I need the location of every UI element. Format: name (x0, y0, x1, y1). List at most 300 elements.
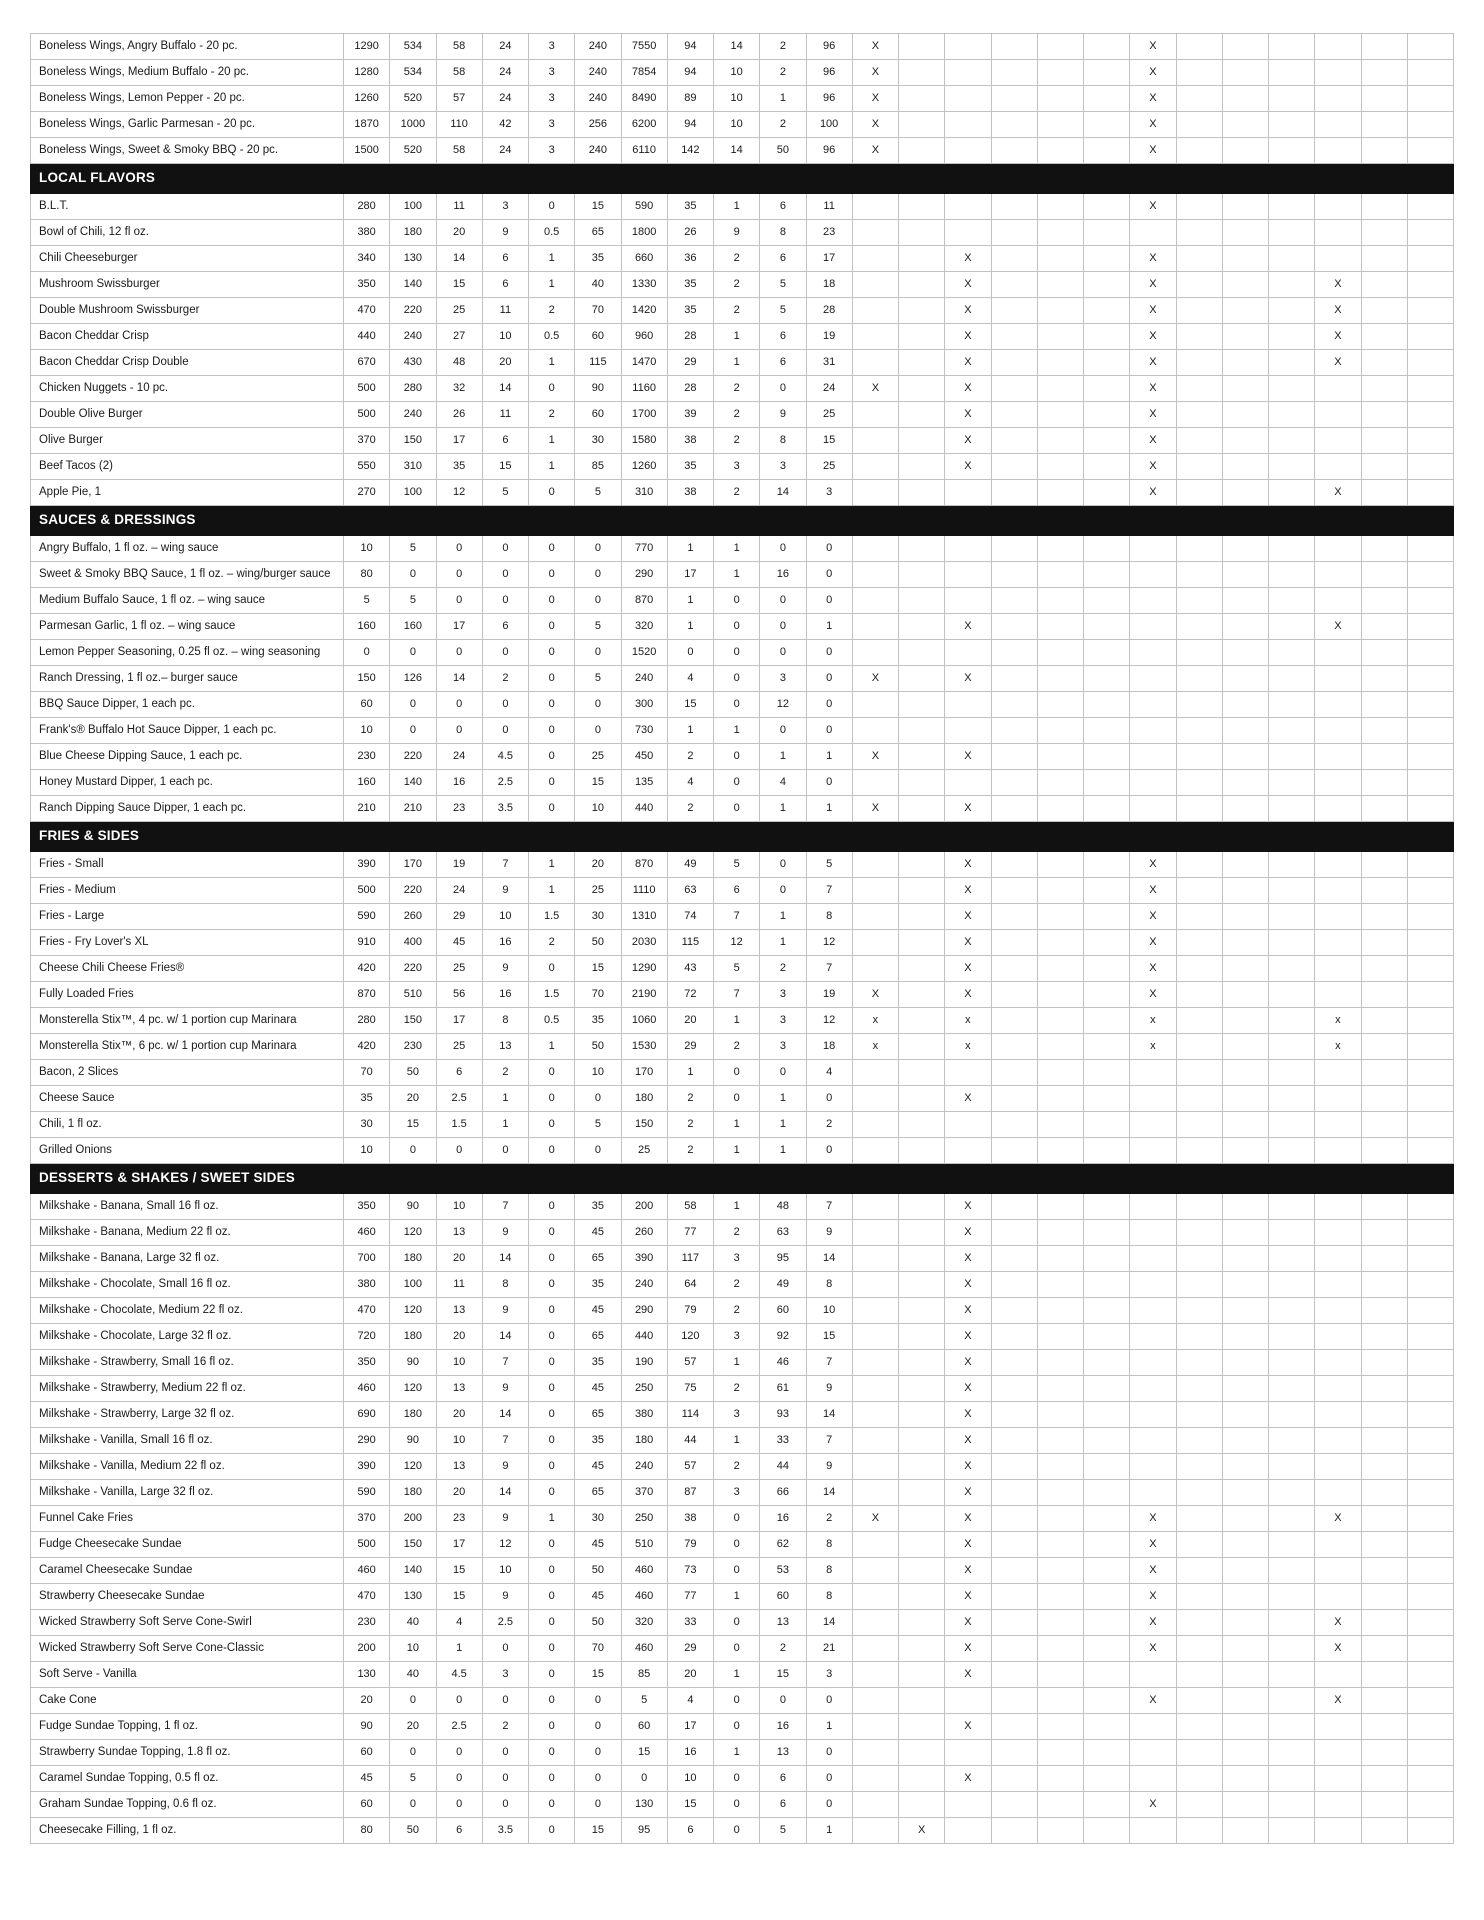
value-cell: 40 (575, 272, 621, 298)
value-cell: 70 (344, 1060, 390, 1086)
value-cell: 65 (575, 1402, 621, 1428)
allergen-mark-cell (945, 480, 991, 506)
table-row (31, 744, 1454, 770)
table-row (31, 1792, 1454, 1818)
value-cell: 1 (529, 852, 575, 878)
item-name-cell: Cake Cone (31, 1688, 344, 1714)
value-cell: 430 (390, 350, 436, 376)
allergen-mark-cell (1084, 402, 1130, 428)
allergen-mark-cell (899, 536, 945, 562)
allergen-mark-cell (1176, 1298, 1222, 1324)
allergen-mark-cell (991, 718, 1037, 744)
value-cell: 6 (760, 194, 806, 220)
allergen-mark-cell: X (945, 1584, 991, 1610)
allergen-mark-cell (1084, 1060, 1130, 1086)
allergen-mark-cell (945, 1792, 991, 1818)
allergen-mark-cell (899, 480, 945, 506)
value-cell: 16 (482, 930, 528, 956)
value-cell: 520 (390, 86, 436, 112)
value-cell: 3 (714, 1402, 760, 1428)
value-cell: 120 (390, 1298, 436, 1324)
allergen-mark-cell (1222, 1688, 1268, 1714)
value-cell: 550 (344, 454, 390, 480)
allergen-mark-cell (1361, 1480, 1407, 1506)
allergen-mark-cell (1269, 718, 1315, 744)
value-cell: 1290 (344, 34, 390, 60)
value-cell: 0 (529, 692, 575, 718)
value-cell: 8 (482, 1008, 528, 1034)
item-name-cell: Milkshake - Chocolate, Small 16 fl oz. (31, 1272, 344, 1298)
value-cell: 6 (760, 246, 806, 272)
value-cell: 1 (529, 246, 575, 272)
allergen-mark-cell (1361, 246, 1407, 272)
value-cell: 94 (667, 112, 713, 138)
value-cell: 500 (344, 376, 390, 402)
allergen-mark-cell (991, 246, 1037, 272)
value-cell: 120 (390, 1376, 436, 1402)
allergen-mark-cell (1315, 930, 1361, 956)
allergen-mark-cell (945, 770, 991, 796)
value-cell: 210 (344, 796, 390, 822)
value-cell: 3 (482, 194, 528, 220)
value-cell: 14 (806, 1402, 852, 1428)
value-cell: 220 (390, 878, 436, 904)
value-cell: 0 (760, 376, 806, 402)
allergen-mark-cell (991, 1112, 1037, 1138)
value-cell: 0 (482, 588, 528, 614)
allergen-mark-cell (1407, 640, 1453, 666)
allergen-mark-cell (1037, 536, 1083, 562)
allergen-mark-cell (1176, 1480, 1222, 1506)
allergen-mark-cell (1361, 692, 1407, 718)
item-name-cell: Double Mushroom Swissburger (31, 298, 344, 324)
value-cell: 0 (529, 1272, 575, 1298)
value-cell: 0 (529, 194, 575, 220)
allergen-mark-cell (1084, 1818, 1130, 1844)
allergen-mark-cell (991, 904, 1037, 930)
allergen-mark-cell (1269, 298, 1315, 324)
allergen-mark-cell (1315, 1194, 1361, 1220)
value-cell: 60 (575, 402, 621, 428)
allergen-mark-cell (1084, 1034, 1130, 1060)
allergen-mark-cell (1037, 1636, 1083, 1662)
value-cell: 16 (760, 562, 806, 588)
allergen-mark-cell (1222, 1324, 1268, 1350)
allergen-mark-cell (852, 1454, 898, 1480)
value-cell: 1000 (390, 112, 436, 138)
allergen-mark-cell (899, 1636, 945, 1662)
allergen-mark-cell (1037, 1454, 1083, 1480)
allergen-mark-cell (1130, 666, 1176, 692)
allergen-mark-cell: x (1315, 1034, 1361, 1060)
allergen-mark-cell (1407, 562, 1453, 588)
allergen-mark-cell: X (1130, 112, 1176, 138)
value-cell: 9 (482, 1506, 528, 1532)
value-cell: 16 (760, 1506, 806, 1532)
value-cell: 240 (575, 34, 621, 60)
allergen-mark-cell (1037, 1138, 1083, 1164)
allergen-mark-cell (1130, 614, 1176, 640)
allergen-mark-cell (1176, 1138, 1222, 1164)
value-cell: 0 (529, 588, 575, 614)
allergen-mark-cell (852, 956, 898, 982)
value-cell: 5 (806, 852, 852, 878)
allergen-mark-cell (899, 770, 945, 796)
allergen-mark-cell (1361, 1506, 1407, 1532)
allergen-mark-cell (852, 1532, 898, 1558)
allergen-mark-cell (1037, 1584, 1083, 1610)
value-cell: 1330 (621, 272, 667, 298)
value-cell: 200 (390, 1506, 436, 1532)
allergen-mark-cell (1037, 454, 1083, 480)
allergen-mark-cell: X (1130, 324, 1176, 350)
allergen-mark-cell (1361, 86, 1407, 112)
allergen-mark-cell (1037, 878, 1083, 904)
value-cell: 0 (482, 1792, 528, 1818)
allergen-mark-cell (899, 1428, 945, 1454)
allergen-mark-cell (1130, 1298, 1176, 1324)
value-cell: 15 (667, 692, 713, 718)
allergen-mark-cell (1361, 1008, 1407, 1034)
value-cell: 440 (621, 1324, 667, 1350)
allergen-mark-cell (1084, 1220, 1130, 1246)
allergen-mark-cell (1130, 1350, 1176, 1376)
value-cell: 8 (806, 1584, 852, 1610)
value-cell: 0 (806, 718, 852, 744)
allergen-mark-cell (1315, 1662, 1361, 1688)
table-row (31, 1818, 1454, 1844)
allergen-mark-cell (991, 1714, 1037, 1740)
item-name-cell: Fries - Fry Lover's XL (31, 930, 344, 956)
value-cell: 12 (760, 692, 806, 718)
value-cell: 25 (575, 744, 621, 770)
allergen-mark-cell (1222, 1610, 1268, 1636)
allergen-mark-cell (899, 220, 945, 246)
allergen-mark-cell (991, 930, 1037, 956)
value-cell: 3 (714, 1246, 760, 1272)
value-cell: 150 (621, 1112, 667, 1138)
value-cell: 1 (806, 744, 852, 770)
allergen-mark-cell (1222, 376, 1268, 402)
value-cell: 92 (760, 1324, 806, 1350)
value-cell: 77 (667, 1584, 713, 1610)
allergen-mark-cell (945, 194, 991, 220)
value-cell: 390 (344, 1454, 390, 1480)
value-cell: 5 (575, 614, 621, 640)
value-cell: 79 (667, 1532, 713, 1558)
allergen-mark-cell (1176, 86, 1222, 112)
value-cell: 534 (390, 60, 436, 86)
value-cell: 320 (621, 1610, 667, 1636)
value-cell: 24 (482, 34, 528, 60)
value-cell: 6 (760, 1792, 806, 1818)
value-cell: 120 (390, 1220, 436, 1246)
allergen-mark-cell (899, 1584, 945, 1610)
value-cell: 2.5 (436, 1086, 482, 1112)
value-cell: 1 (714, 1138, 760, 1164)
value-cell: 4 (667, 770, 713, 796)
allergen-mark-cell: X (945, 1454, 991, 1480)
item-name-cell: Fries - Medium (31, 878, 344, 904)
allergen-mark-cell (1037, 1194, 1083, 1220)
value-cell: 2 (482, 666, 528, 692)
allergen-mark-cell (1361, 1636, 1407, 1662)
value-cell: 300 (621, 692, 667, 718)
value-cell: 16 (482, 982, 528, 1008)
value-cell: 10 (436, 1428, 482, 1454)
allergen-mark-cell: X (945, 1506, 991, 1532)
allergen-mark-cell: X (899, 1818, 945, 1844)
item-name-cell: Fries - Small (31, 852, 344, 878)
value-cell: 30 (575, 1506, 621, 1532)
allergen-mark-cell (899, 1506, 945, 1532)
value-cell: 9 (806, 1454, 852, 1480)
value-cell: 140 (390, 1558, 436, 1584)
allergen-mark-cell (945, 588, 991, 614)
allergen-mark-cell (1130, 1818, 1176, 1844)
allergen-mark-cell (1084, 1506, 1130, 1532)
allergen-mark-cell (1361, 536, 1407, 562)
value-cell: 2 (714, 402, 760, 428)
allergen-mark-cell (1130, 1714, 1176, 1740)
value-cell: 10 (390, 1636, 436, 1662)
value-cell: 14 (482, 1402, 528, 1428)
value-cell: 28 (806, 298, 852, 324)
value-cell: 6110 (621, 138, 667, 164)
allergen-mark-cell (1222, 744, 1268, 770)
value-cell: 65 (575, 1480, 621, 1506)
allergen-mark-cell (1176, 454, 1222, 480)
value-cell: 0 (436, 1766, 482, 1792)
allergen-mark-cell (945, 718, 991, 744)
allergen-mark-cell (1222, 1138, 1268, 1164)
value-cell: 1 (806, 796, 852, 822)
value-cell: 0 (529, 1610, 575, 1636)
value-cell: 6 (436, 1818, 482, 1844)
value-cell: 0 (529, 1220, 575, 1246)
allergen-mark-cell (1130, 1086, 1176, 1112)
item-name-cell: Frank's® Buffalo Hot Sauce Dipper, 1 each pc. (31, 718, 344, 744)
allergen-mark-cell (1361, 904, 1407, 930)
allergen-mark-cell (1361, 112, 1407, 138)
value-cell: 2 (714, 1034, 760, 1060)
allergen-mark-cell: X (945, 796, 991, 822)
allergen-mark-cell: X (945, 1714, 991, 1740)
allergen-mark-cell (1176, 1766, 1222, 1792)
table-row (31, 1112, 1454, 1138)
allergen-mark-cell: x (852, 1034, 898, 1060)
value-cell: 142 (667, 138, 713, 164)
table-row (31, 376, 1454, 402)
value-cell: 35 (575, 1272, 621, 1298)
value-cell: 25 (436, 1034, 482, 1060)
allergen-mark-cell (1315, 1324, 1361, 1350)
allergen-mark-cell (1084, 298, 1130, 324)
item-name-cell: Parmesan Garlic, 1 fl oz. – wing sauce (31, 614, 344, 640)
allergen-mark-cell (1037, 1272, 1083, 1298)
allergen-mark-cell (1222, 1792, 1268, 1818)
value-cell: 3 (714, 454, 760, 480)
value-cell: 220 (390, 744, 436, 770)
value-cell: 0 (482, 1138, 528, 1164)
table-row (31, 194, 1454, 220)
value-cell: 0.5 (529, 324, 575, 350)
value-cell: 150 (390, 428, 436, 454)
nutrition-table (30, 33, 1454, 1844)
allergen-mark-cell (1176, 34, 1222, 60)
value-cell: 21 (806, 1636, 852, 1662)
value-cell: 0 (806, 640, 852, 666)
value-cell: 15 (806, 428, 852, 454)
value-cell: 135 (621, 770, 667, 796)
value-cell: 140 (390, 272, 436, 298)
allergen-mark-cell: X (1315, 1610, 1361, 1636)
allergen-mark-cell: X (1130, 930, 1176, 956)
value-cell: 11 (482, 402, 528, 428)
value-cell: 0 (344, 640, 390, 666)
value-cell: 10 (482, 1558, 528, 1584)
allergen-mark-cell (1361, 770, 1407, 796)
value-cell: 0 (529, 770, 575, 796)
allergen-mark-cell (1176, 298, 1222, 324)
allergen-mark-cell: X (945, 1272, 991, 1298)
value-cell: 220 (390, 956, 436, 982)
allergen-mark-cell (945, 640, 991, 666)
value-cell: 1 (714, 562, 760, 588)
allergen-mark-cell: X (945, 298, 991, 324)
value-cell: 0 (482, 1636, 528, 1662)
value-cell: 1 (806, 614, 852, 640)
value-cell: 15 (806, 1324, 852, 1350)
value-cell: 7 (806, 878, 852, 904)
allergen-mark-cell: X (1315, 272, 1361, 298)
allergen-mark-cell (899, 1376, 945, 1402)
value-cell: 70 (575, 298, 621, 324)
value-cell: 170 (621, 1060, 667, 1086)
value-cell: 0 (714, 1610, 760, 1636)
value-cell: 0 (529, 1376, 575, 1402)
value-cell: 9 (482, 1298, 528, 1324)
allergen-mark-cell: x (945, 1008, 991, 1034)
allergen-mark-cell (1084, 480, 1130, 506)
allergen-mark-cell (1037, 692, 1083, 718)
value-cell: 40 (390, 1610, 436, 1636)
allergen-mark-cell (991, 1766, 1037, 1792)
value-cell: 24 (436, 878, 482, 904)
value-cell: 5 (714, 956, 760, 982)
value-cell: 0 (760, 718, 806, 744)
value-cell: 8 (806, 904, 852, 930)
allergen-mark-cell (1037, 112, 1083, 138)
value-cell: 0 (529, 1584, 575, 1610)
value-cell: 2 (482, 1714, 528, 1740)
item-name-cell: Milkshake - Strawberry, Small 16 fl oz. (31, 1350, 344, 1376)
allergen-mark-cell (1269, 562, 1315, 588)
value-cell: 0 (529, 1740, 575, 1766)
allergen-mark-cell (899, 60, 945, 86)
allergen-mark-cell (1037, 1246, 1083, 1272)
allergen-mark-cell: X (1130, 1610, 1176, 1636)
allergen-mark-cell (1084, 904, 1130, 930)
allergen-mark-cell (899, 34, 945, 60)
value-cell: 6 (714, 878, 760, 904)
allergen-mark-cell (1037, 1766, 1083, 1792)
allergen-mark-cell (899, 1688, 945, 1714)
allergen-mark-cell (1361, 1060, 1407, 1086)
allergen-mark-cell (1222, 904, 1268, 930)
value-cell: 45 (575, 1376, 621, 1402)
table-row (31, 982, 1454, 1008)
allergen-mark-cell (1361, 878, 1407, 904)
allergen-mark-cell (1130, 220, 1176, 246)
table-row (31, 428, 1454, 454)
table-row (31, 904, 1454, 930)
allergen-mark-cell (1176, 1060, 1222, 1086)
table-row (31, 298, 1454, 324)
value-cell: 0 (390, 718, 436, 744)
allergen-mark-cell: x (852, 1008, 898, 1034)
allergen-mark-cell (991, 1792, 1037, 1818)
item-name-cell: B.L.T. (31, 194, 344, 220)
value-cell: 1 (714, 1584, 760, 1610)
allergen-mark-cell (991, 324, 1037, 350)
item-name-cell: Bacon Cheddar Crisp Double (31, 350, 344, 376)
value-cell: 35 (344, 1086, 390, 1112)
allergen-mark-cell: x (1130, 1008, 1176, 1034)
value-cell: 3 (529, 86, 575, 112)
allergen-mark-cell (1269, 1740, 1315, 1766)
value-cell: 0 (760, 878, 806, 904)
value-cell: 220 (390, 298, 436, 324)
allergen-mark-cell (1269, 1766, 1315, 1792)
value-cell: 60 (575, 324, 621, 350)
allergen-mark-cell (1176, 1350, 1222, 1376)
value-cell: 0 (714, 1818, 760, 1844)
allergen-mark-cell: X (945, 428, 991, 454)
value-cell: 20 (436, 1324, 482, 1350)
value-cell: 27 (436, 324, 482, 350)
allergen-mark-cell: X (945, 272, 991, 298)
table-row (31, 640, 1454, 666)
allergen-mark-cell (899, 1558, 945, 1584)
allergen-mark-cell (991, 1636, 1037, 1662)
value-cell: 870 (621, 852, 667, 878)
allergen-mark-cell (1269, 770, 1315, 796)
allergen-mark-cell (1407, 454, 1453, 480)
value-cell: 115 (667, 930, 713, 956)
value-cell: 1 (714, 1428, 760, 1454)
allergen-mark-cell (1222, 1766, 1268, 1792)
value-cell: 1 (667, 588, 713, 614)
table-row (31, 112, 1454, 138)
value-cell: 0 (529, 1766, 575, 1792)
allergen-mark-cell (852, 350, 898, 376)
value-cell: 29 (667, 1034, 713, 1060)
allergen-mark-cell (991, 1506, 1037, 1532)
allergen-mark-cell (1222, 1714, 1268, 1740)
allergen-mark-cell (1130, 536, 1176, 562)
value-cell: 520 (390, 138, 436, 164)
allergen-mark-cell (1084, 640, 1130, 666)
value-cell: 50 (575, 930, 621, 956)
allergen-mark-cell (1361, 1532, 1407, 1558)
allergen-mark-cell (1361, 614, 1407, 640)
allergen-mark-cell (991, 1584, 1037, 1610)
allergen-mark-cell (1269, 1272, 1315, 1298)
value-cell: 0 (529, 536, 575, 562)
allergen-mark-cell (899, 904, 945, 930)
value-cell: 1290 (621, 956, 667, 982)
